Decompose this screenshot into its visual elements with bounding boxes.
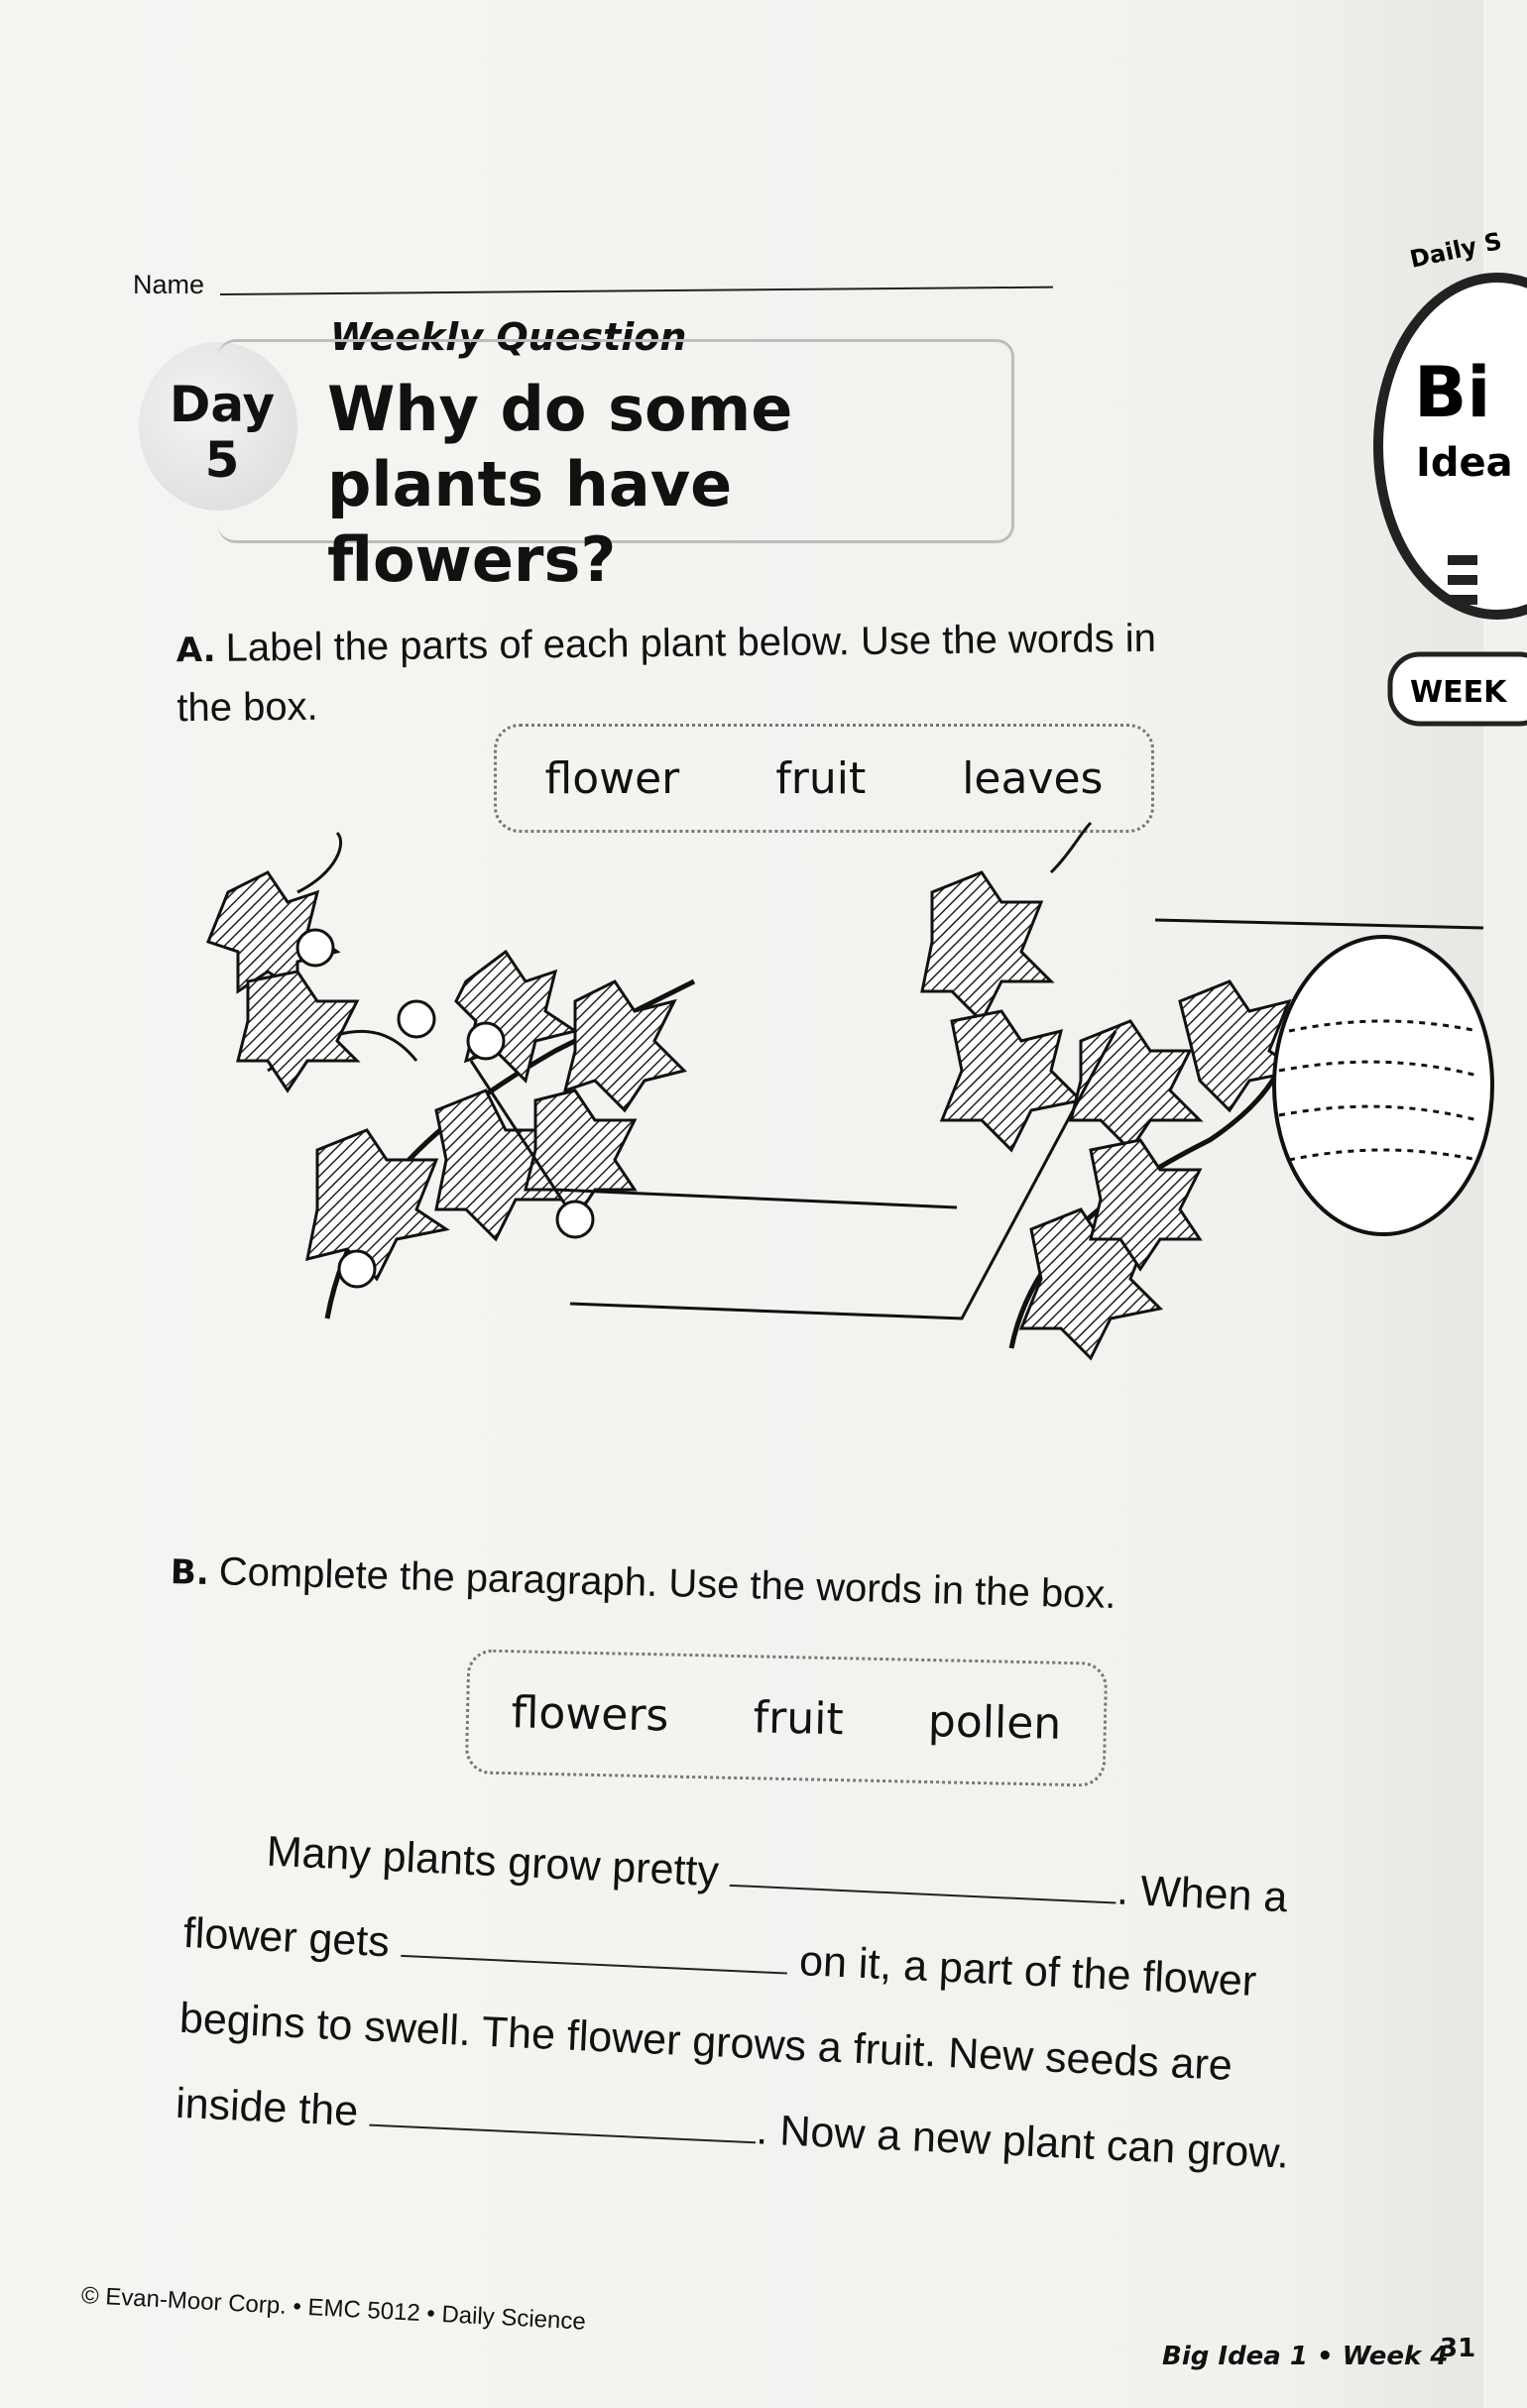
fill-in-paragraph bbox=[175, 1824, 1357, 2178]
side-big-text: Bi bbox=[1414, 352, 1491, 433]
side-idea-text: Idea bbox=[1416, 440, 1513, 486]
answer-blank-3[interactable] bbox=[369, 2095, 757, 2144]
word-box-a-word: leaves bbox=[962, 752, 1104, 804]
word-box-b-word: pollen bbox=[927, 1695, 1062, 1750]
side-daily-text: Daily S bbox=[1407, 226, 1505, 274]
answer-blank-1[interactable] bbox=[730, 1855, 1117, 1904]
word-box-b bbox=[465, 1649, 1108, 1787]
part-a-letter: A. bbox=[176, 630, 216, 671]
word-box-b-word: flowers bbox=[511, 1686, 669, 1742]
side-week-text: WEEK bbox=[1410, 675, 1507, 710]
footer-week: Big Idea 1 • Week 4 bbox=[1162, 2342, 1449, 2371]
paragraph-line-2 bbox=[182, 1909, 1257, 2007]
word-box-a bbox=[494, 724, 1154, 833]
paragraph-text: inside the bbox=[175, 2079, 360, 2136]
weekly-question-label: Weekly Question bbox=[330, 315, 687, 359]
big-idea-side-tab bbox=[1368, 228, 1527, 783]
part-a-instructions bbox=[176, 610, 1168, 737]
paragraph-text: . Now a new plant can grow. bbox=[755, 2106, 1290, 2178]
paragraph-text: flower gets bbox=[181, 1908, 391, 1967]
weekly-question: Why do some plants have flowers? bbox=[327, 373, 793, 596]
plant-illustrations bbox=[0, 833, 1483, 1507]
paragraph-text: on it, a part of the flower bbox=[798, 1937, 1258, 2006]
page-number: 31 bbox=[1440, 2334, 1476, 2363]
word-box-b-word: fruit bbox=[753, 1691, 845, 1745]
paragraph-line-4 bbox=[175, 2080, 1290, 2179]
part-a-text: Label the parts of each plant below. Use the words in the box. bbox=[176, 616, 1157, 731]
copyright: © Evan-Moor Corp. • EMC 5012 • Daily Science bbox=[80, 2282, 587, 2336]
name-label: Name bbox=[133, 270, 205, 299]
word-box-a-word: flower bbox=[544, 752, 680, 804]
part-b-letter: B. bbox=[170, 1552, 210, 1594]
paragraph-text: Many plants grow pretty bbox=[265, 1827, 720, 1896]
part-b-text: Complete the paragraph. Use the words in the box. bbox=[218, 1549, 1117, 1617]
day-number: 5 bbox=[204, 431, 240, 489]
paragraph-text: . When a bbox=[1116, 1866, 1289, 1922]
name-field[interactable] bbox=[220, 287, 1053, 295]
paragraph-line-1 bbox=[266, 1828, 1289, 1923]
word-box-a-word: fruit bbox=[775, 752, 867, 804]
part-b-instructions bbox=[170, 1548, 1162, 1619]
watermelon-plant bbox=[922, 823, 1492, 1358]
day-word: Day bbox=[169, 376, 276, 433]
paragraph-line-3: begins to swell. The flower grows a fruit. New seeds are bbox=[178, 1994, 1233, 2090]
flowering-plant bbox=[208, 833, 694, 1319]
answer-blank-2[interactable] bbox=[401, 1925, 788, 1975]
